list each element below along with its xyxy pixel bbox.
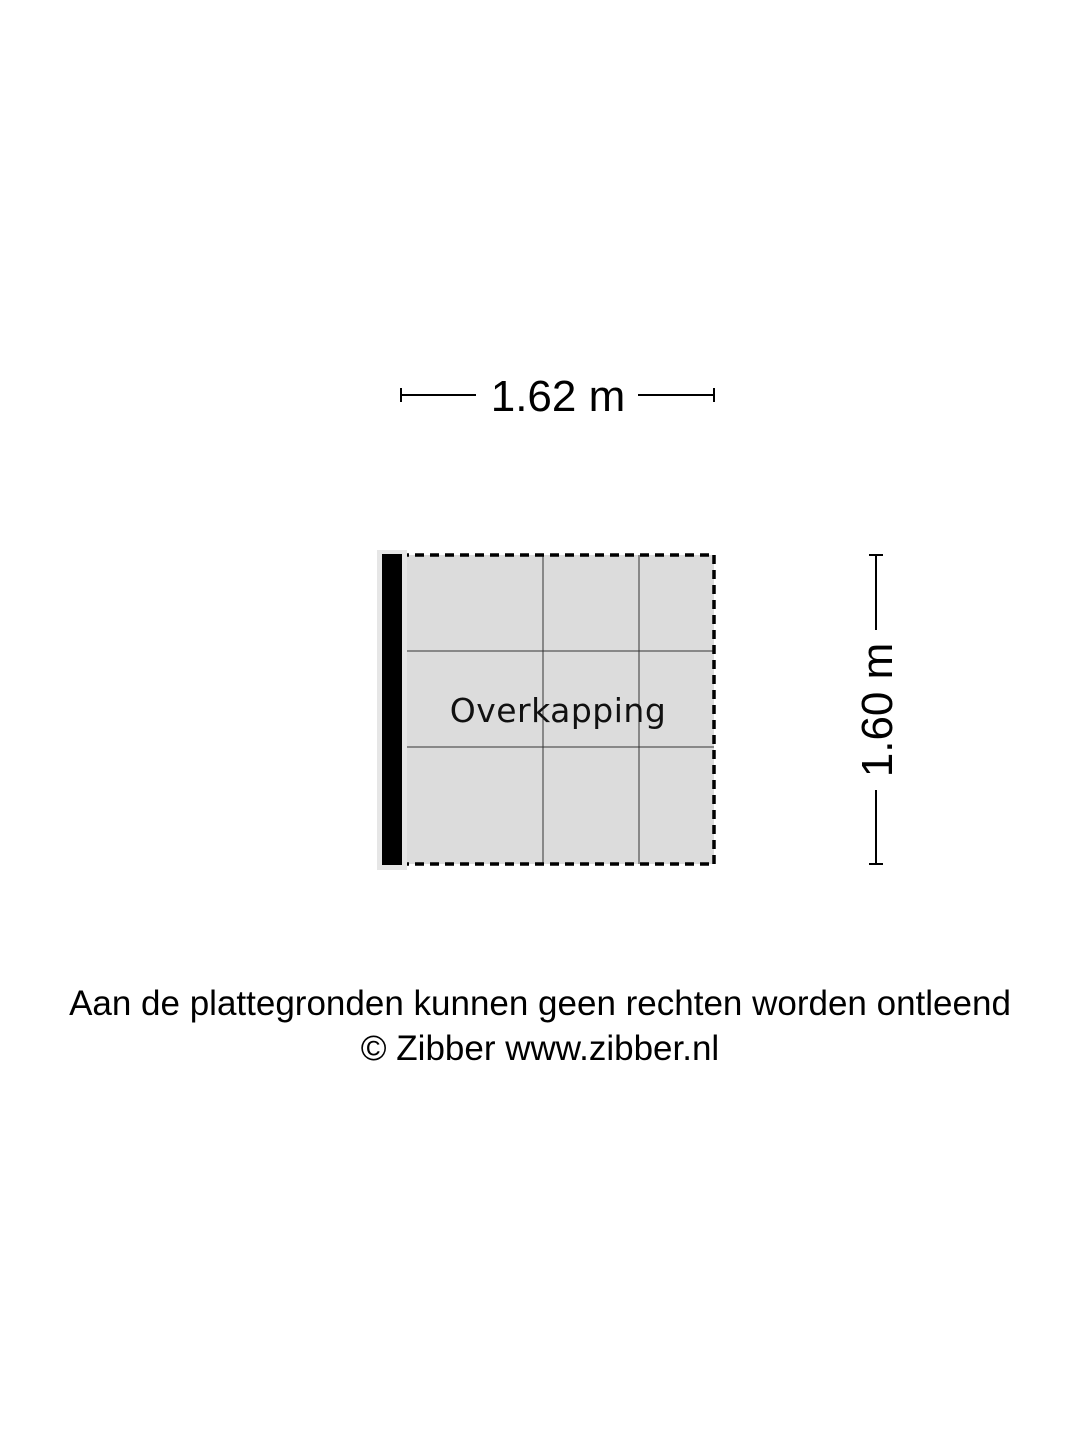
disclaimer-text: Aan de plattegronden kunnen geen rechten worden ontleend — [69, 984, 1011, 1023]
height-dimension-label: 1.60 m — [853, 642, 902, 778]
width-dimension-label: 1.62 m — [490, 372, 626, 421]
height-dimension — [853, 555, 902, 864]
width-dimension — [401, 372, 714, 421]
wall-left — [382, 554, 402, 865]
room-overkapping — [377, 550, 714, 870]
room-label: Overkapping — [449, 691, 667, 730]
copyright-text: © Zibber www.zibber.nl — [360, 1029, 720, 1068]
